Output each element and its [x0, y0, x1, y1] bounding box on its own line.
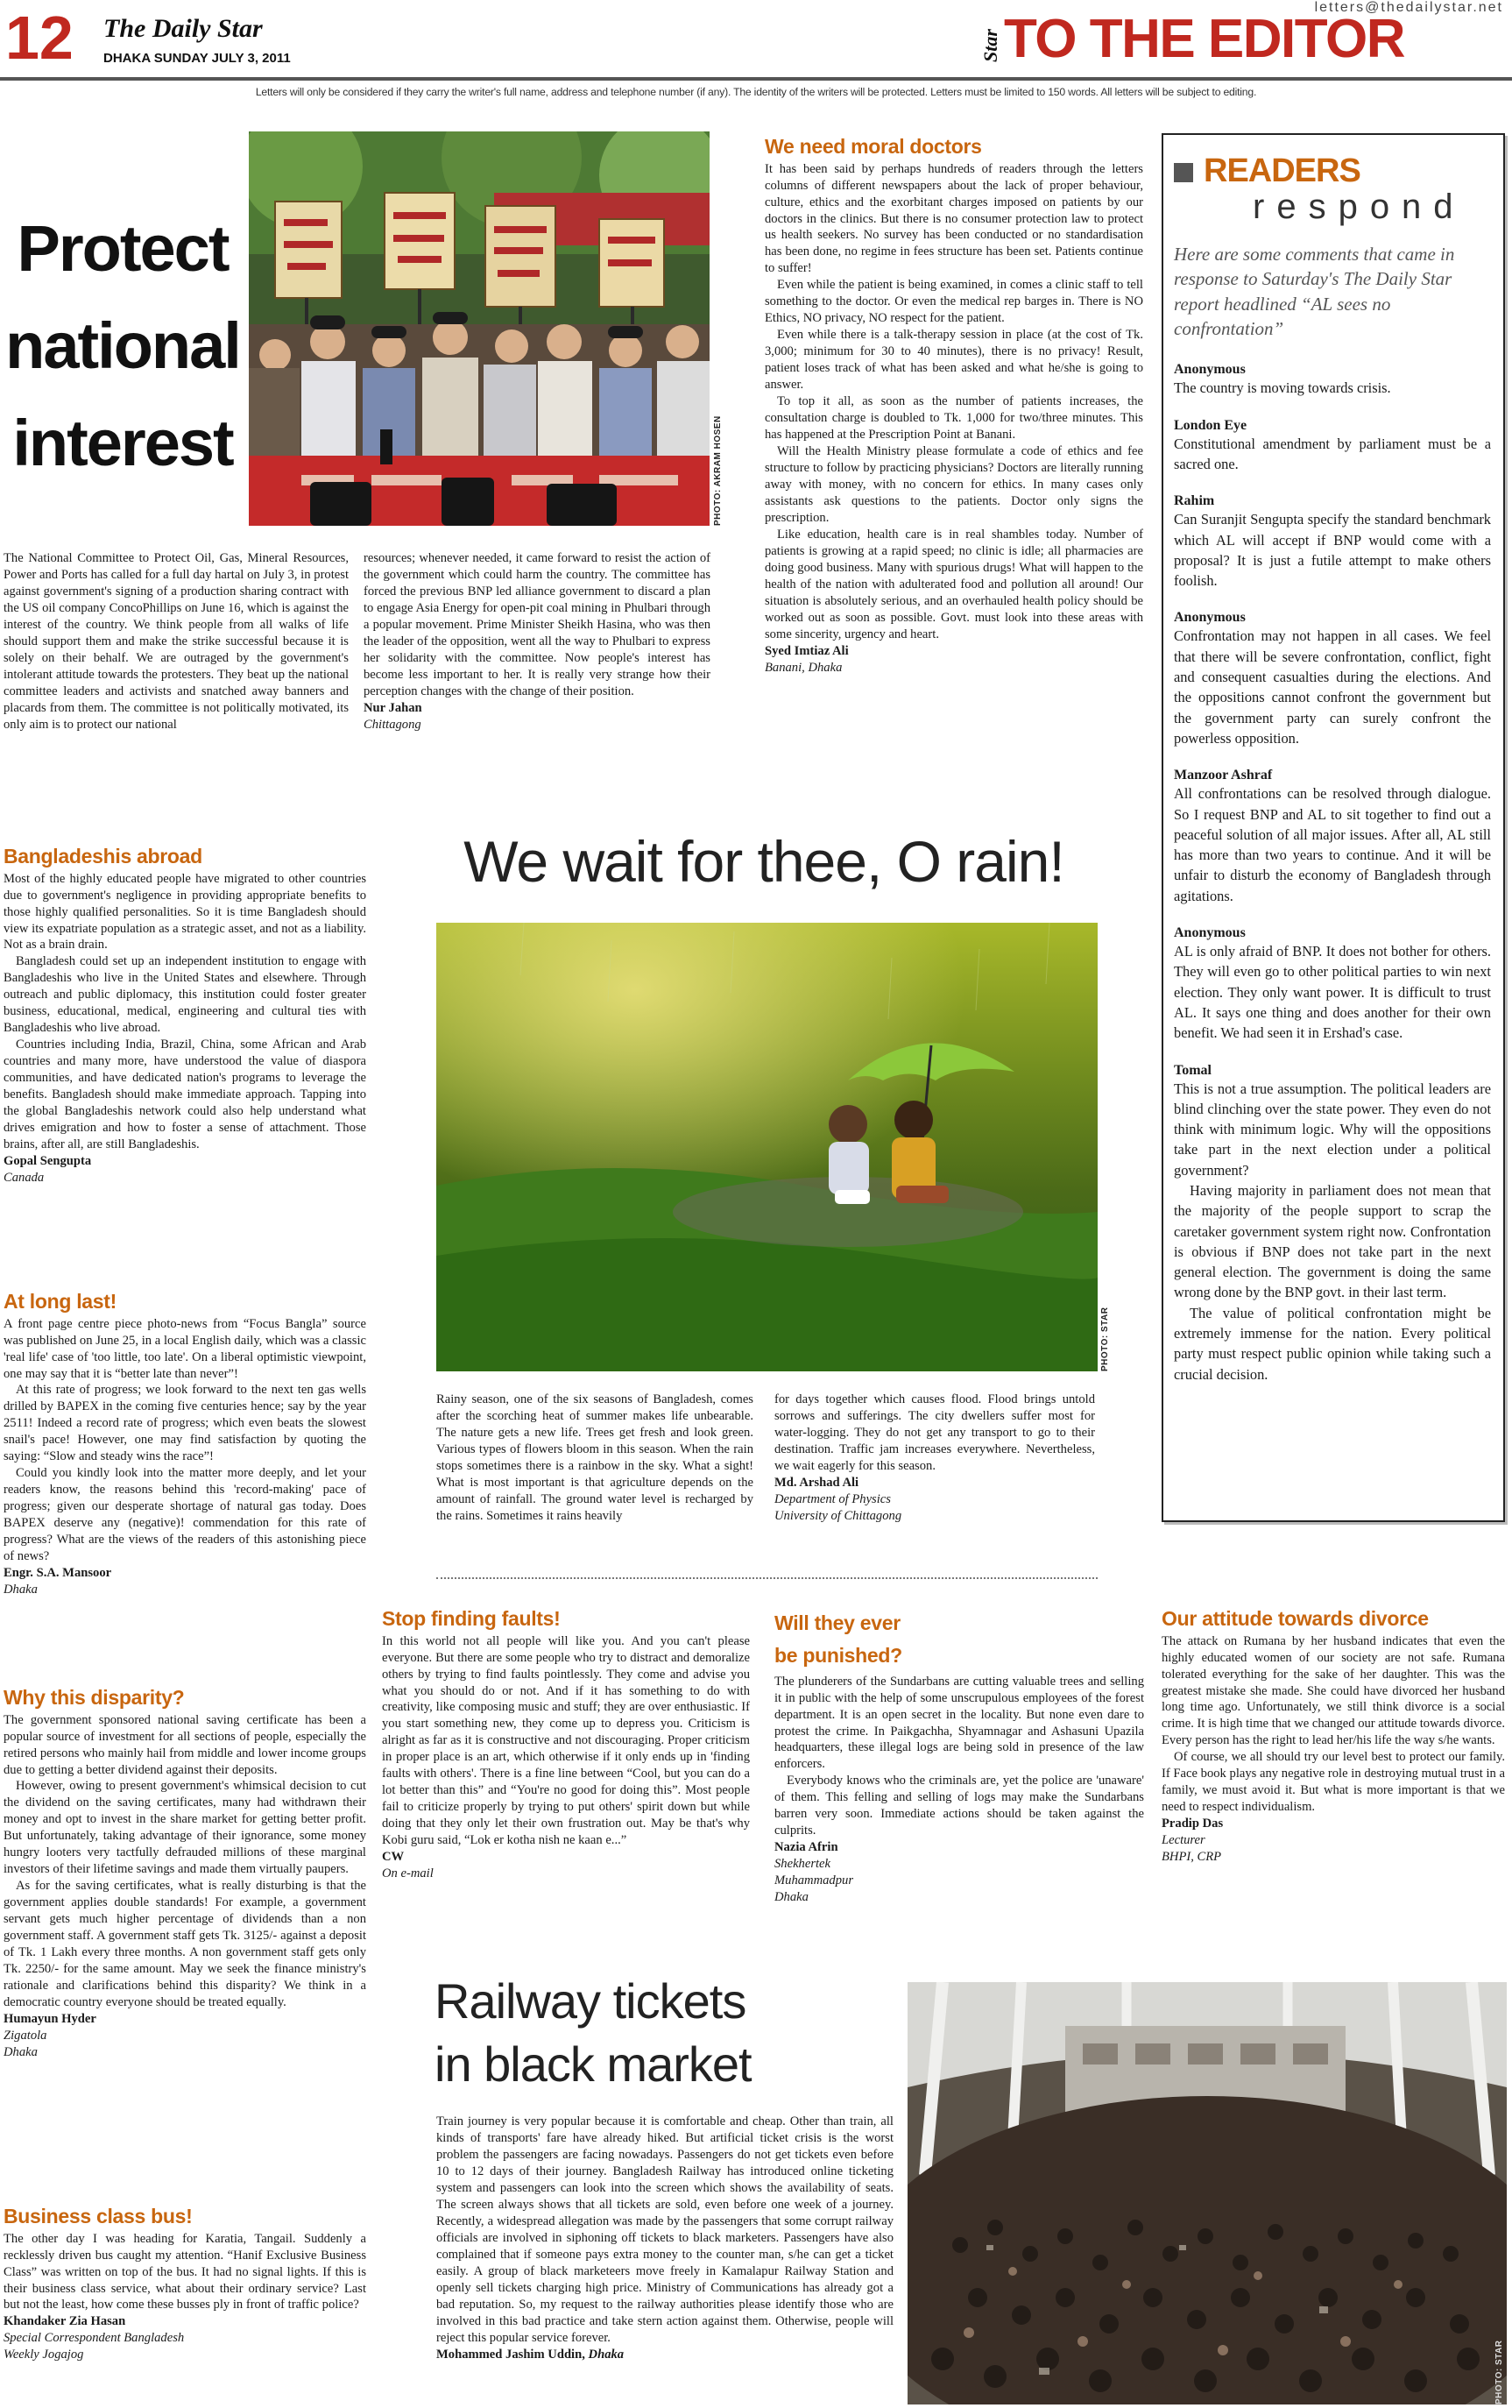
bus-author: Khandaker Zia Hasan [4, 2314, 126, 2329]
readers-intro: Here are some comments that came in response to Saturday's The Daily Star report headlined “AL sees no confrontation” [1174, 244, 1455, 340]
doctors-p5: Will the Health Ministry please formulate a code of ethics and fee structure to follow by practicing physicians? Doctors are literally running away with money, with no concern for ethics. In many cases only assistants ask questions to the patients. Doctor only signs the prescription. [765, 444, 1143, 525]
readers-square-icon [1174, 163, 1193, 182]
divorce-p1: The attack on Rumana by her husband indicates that even the highly educated women of our society are not safe. Rumana tolerated everything for the sake of her daughter. This was the greatest mistake she made. She could have divorced her husband long time ago. Unfortunately, we still think divorce is a social crime. It is high time that we changed our attitude towards divorce. Every person has the right to lead her/his life the way s/he wants. [1162, 1633, 1505, 1748]
disparity-author: Humayun Hyder [4, 2012, 96, 2027]
dateline: DHAKA SUNDAY JULY 3, 2011 [103, 51, 291, 66]
reader-name-5: Manzoor Ashraf [1174, 768, 1273, 783]
rain-title: We wait for thee, O rain! [463, 829, 1064, 894]
section-title: TO THE EDITOR [1004, 9, 1405, 69]
atlong-title: At long last! [4, 1290, 117, 1313]
doctors-author: Syed Imtiaz Ali [765, 643, 849, 658]
reader-name-4: Anonymous [1174, 610, 1246, 626]
punished-author: Nazia Afrin [774, 1840, 838, 1855]
protest-photo-image [249, 131, 710, 526]
rain-univ: University of Chittagong [774, 1508, 902, 1523]
reader-comment-3: Can Suranjit Sengupta specify the standard benchmark which AL will accept if BNP would come with a proposal? It is just a futile attempt to make others foolish. [1174, 511, 1491, 590]
divorce-body [1162, 1633, 1505, 1817]
railway-title [435, 1970, 925, 2096]
railway-body [436, 2114, 894, 2363]
header-rule [0, 77, 1512, 81]
reader-comment-6: AL is only afraid of BNP. It does not bother for others. They will even go to other political parties to win next election. They only want power. It is difficult to trust AL. It says one thing and does another for their own benefit. We had seen it in Ershad's case. [1174, 943, 1491, 1042]
divorce-p2: Of course, we all should try our level best to protect our family. If Face book plays any negative role in destroying mutual trust in a family, we must avoid it. But what is more important is that we need to respect individualism. [1162, 1750, 1505, 1815]
atlong-place: Dhaka [4, 1583, 38, 1597]
lead-column-2 [364, 550, 710, 733]
abroad-letter [4, 845, 366, 1186]
reader-comment-7 [1174, 1079, 1491, 1385]
rain-text-1: Rainy season, one of the six seasons of Bangladesh, comes after the scorching heat of summer makes life unbearable. The nature gets a new life. Trees get fresh and look green. Various types of flowers bloom in this season. When the rain stops sometimes there is a rainbow in the sky. What a sight! What is most important is that agriculture depends on the amount of rainfall. The ground water level is recharged by the rains. Sometimes it rains heavily [436, 1392, 753, 1523]
disparity-letter [4, 1686, 366, 2061]
letters-notice: Letters will only be considered if they carry the writer's full name, address and telephone number (if any). The identity of the writers will be protected. Letters must be limited to 150 words. All letters will be subject to editing. [255, 86, 1257, 98]
divorce-role: Lecturer [1162, 1833, 1205, 1848]
disparity-org: Zigatola [4, 2029, 47, 2043]
disparity-p3: As for the saving certificates, what is really disturbing is that the government applies double standards! For example, a government servant gets much higher percentage of dividends than a non government staff. A government staff gets Tk. 3125/- against a deposit of Tk. 1 Lakh every three months. A non government staff gets only Tk. 2250/- for the same amount. May we seek the finance ministry's rationale and clarifications behind this disparity? We think in a democratic country everyone should be treated equally. [4, 1879, 366, 2010]
abroad-p1: Most of the highly educated people have migrated to other countries due to government's negligence in providing appropriate benefits to those highly qualified personalities. So it is time Bangladesh should view its expatriate population as a strategic asset, and not as a liability. Not as a brain drain. [4, 871, 366, 953]
divorce-author: Pradip Das [1162, 1817, 1224, 1831]
abroad-place: Canada [4, 1171, 45, 1186]
disparity-body [4, 1712, 366, 2011]
bus-body [4, 2231, 366, 2314]
reader-comment-1: The country is moving towards crisis. [1174, 379, 1391, 397]
divorce-org: BHPI, CRP [1162, 1850, 1222, 1865]
rain-column-1 [436, 1392, 753, 1525]
railway-title-line1: Railway tickets [435, 1973, 746, 2029]
atlong-letter [4, 1290, 366, 1598]
lead-headline [0, 200, 245, 492]
protest-photo [249, 131, 710, 526]
railway-photo [908, 1982, 1507, 2404]
punished-p2: Everybody knows who the criminals are, yet the police are 'unaware' of them. This felling and selling of logs may make the Sundarbans barren very soon. Immediate actions should be taken against the culprits. [774, 1774, 1144, 1838]
faults-place: On e-mail [382, 1866, 434, 1881]
lead-place: Chittagong [364, 717, 421, 732]
rain-photo-credit: PHOTO: STAR [1100, 1307, 1110, 1371]
doctors-letter [765, 135, 1143, 676]
abroad-body [4, 871, 366, 1153]
abroad-p3: Countries including India, Brazil, China, some African and Arab countries and many more, have understood the value of diaspora communities, and have dedicated nation's programs to leverage the benefits. Bangladesh should make immediate approach. Tapping into the global Bangladeshis network could also help understand what drives emigration and how to foster a sense of attachment. Those brains, after all, are still Bangladeshis. [4, 1038, 366, 1152]
reader-comment-4: Confrontation may not happen in all cases. We feel that there will be severe confrontation, conflict, fight and consequent casualties during the elections. And the oppositions cannot confront the government but the government party can surely confront the powerless opposition. [1174, 627, 1491, 747]
doctors-p4: To top it all, as soon as the number of patients increases, the consultation charge is doubled to Tk. 1,000 for two/three minutes. This has happened at the Prescription Point at Banani. [765, 394, 1143, 443]
railway-author [436, 2347, 894, 2363]
divorce-title: Our attitude towards divorce [1162, 1607, 1429, 1630]
railway-p1: Train journey is very popular because it is comfortable and cheap. Other than train, all kinds of transports' fare have already hiked. But artificial ticket crisis is the worst problem the passengers are facing nowadays. Passengers do not get tickets even before 10 to 12 days of their journey. Bangladesh Railway has introduced online ticketing system and passengers can look into the screen which shows the availability of seats. The screen always shows that all tickets are sold, even before one week of a journey. Recently, a widespread allegation was made by the passengers that some corrupt railway officials are involved in siphoning off tickets to black marketers. Passengers have also complained that if someone pays extra money to the counter man, s/he can get a ticket easily. A group of black marketeers move freely in Kamalapur Railway Station and openly sell tickets charging high price. Ministry of Communications has already got a bad reputation. So, my request to the railway authorities please identify those who are involved in this bad practice and take stern action against them. Otherwise, people will reject this popular service forever. [436, 2114, 894, 2345]
lead-headline-line2: national [5, 309, 240, 382]
faults-title: Stop finding faults! [382, 1607, 561, 1630]
punished-body [774, 1674, 1144, 1840]
punished-p1: The plunderers of the Sundarbans are cutting valuable trees and selling it in public with the help of some unscrupulous employees of the forest department. It is an open secret in the locality. But none even dare to protest the crime. In Paikgachha, Shyamnagar and Ashasuni Upazila headquarters, these illegal logs are being sold in presence of the law enforcers. [774, 1674, 1144, 1772]
reader-name-1: Anonymous [1174, 362, 1246, 378]
readers-respond-box [1162, 133, 1505, 1522]
lead-column-1 [4, 550, 349, 733]
doctors-p1: It has been said by perhaps hundreds of readers through the letters columns of different newspapers about the lack of proper behaviour, culture, ethics and the exorbitant charges imposed on patients by our doctors in the clinics. But there is no consumer protection law to protect us health seekers. No survey has been conducted or no standardisation has been done, no regime in fees structure has been set. Patients continue to suffer! [765, 161, 1143, 276]
bus-letter [4, 2205, 366, 2363]
abroad-title: Bangladeshis abroad [4, 845, 202, 868]
reader-name-2: London Eye [1174, 417, 1247, 433]
punished-title-line2: be punished? [774, 1643, 902, 1667]
faults-body [382, 1633, 750, 1850]
readers-title-2: respond [1253, 188, 1466, 226]
doctors-p2: Even while the patient is being examined, in comes a clinic staff to tell something to the doctor. Or even the medical rep barges in. There is NO Ethics, NO privacy, NO respect for the patient. [765, 278, 1143, 326]
rain-photo [436, 923, 1098, 1371]
reader-comment-7-p2: Having majority in parliament does not mean that the majority of the people support to scrap the caretaker government system right now. Confrontation is obvious if BNP does not take part in the next general election. The government is doing the same wrong done by the BNP govt. in their last term. [1174, 1181, 1491, 1301]
doctors-title: We need moral doctors [765, 135, 982, 158]
railway-author-place: Dhaka [588, 2347, 625, 2362]
bus-org: Weekly Jogajog [4, 2348, 84, 2362]
bus-title: Business class bus! [4, 2205, 193, 2227]
faults-author: CW [382, 1850, 405, 1865]
atlong-author: Engr. S.A. Mansoor [4, 1566, 112, 1581]
lead-headline-line1: Protect [17, 212, 229, 285]
atlong-p1: A front page centre piece photo-news from “Focus Bangla” source was published on June 25, in a local English daily, which was a classic 'real life' case of 'too little, too late'. On a liberal optimistic viewpoint, one may say that it is “better late than never”! [4, 1316, 366, 1381]
abroad-author: Gopal Sengupta [4, 1154, 92, 1169]
doctors-p6: Like education, health care is in real shambles today. Number of patients is growing at a rapid speed; no clinic is idle; all pharmacies are doing good business. Many with spurious drugs! What will happen to the health of the nation with adulterated food and pollution all around! Our situation is absolutely serious, and an overhauled health policy should be worked out as soon as possible. Govt. must look into these areas with some sincerity, urgency and heart. [765, 527, 1143, 641]
punished-letter [774, 1607, 1144, 1906]
rain-text-2: for days together which causes flood. Flood brings untold sorrows and sufferings. The city dwellers suffer most for water-logging. They do not get any transport to go to their destination. Traffic jam increases everywhere. Nevertheless, we wait eagerly for this season. [774, 1392, 1095, 1473]
readers-title [1174, 152, 1491, 226]
punished-loc-2: Muhammadpur [774, 1873, 853, 1888]
punished-title-line1: Will they ever [774, 1611, 901, 1634]
reader-name-7: Tomal [1174, 1062, 1212, 1078]
masthead: The Daily Star [103, 14, 263, 43]
doctors-body [765, 161, 1143, 643]
punished-loc-1: Shekhertek [774, 1857, 831, 1872]
rain-dept: Department of Physics [774, 1491, 891, 1506]
disparity-place: Dhaka [4, 2044, 38, 2059]
atlong-p3: Could you kindly look into the matter more deeply, and let your readers know, the reasons behind this 'record-making' pace of progress; given our desperate shortage of natural gas today. Does BAPEX deserve any (negative)! commendation for this rate of progress? What are the views of the readers of this astonishing piece of news? [4, 1466, 366, 1564]
disparity-p1: The government sponsored national saving certificate has been a popular source of investment for all sections of people, especially the retired persons who mainly hail from middle and lower income groups due to getting a better dividend against their deposits. [4, 1712, 366, 1777]
atlong-p2: At this rate of progress; we look forward to the next ten gas wells drilled by BAPEX in the coming five centuries hence; say by the year 2511! Indeed a record rate of progress; which even beats the slowest snail's pace! However, one may find satisfaction by quoting the saying: “Slow and steady wins the race”! [4, 1383, 366, 1464]
page-number: 12 [5, 4, 74, 72]
lead-author: Nur Jahan [364, 700, 422, 715]
bus-p1: The other day I was heading for Karatia, Tangail. Suddenly a recklessly driven bus caught my attention. “Hanif Exclusive Business Class” was written on top of the bus. It had no signal lights. If this is their business class service, what about their ordinary service? Last but not the least, how come these busses ply in front of traffic police? [4, 2231, 366, 2312]
readers-title-1: READERS [1204, 152, 1360, 189]
abroad-p2: Bangladesh could set up an independent institution to engage with Bangladeshis who live in the United States and elsewhere. Through outreach and public diplomacy, this institution could foster greater business, educational, medical, engineering and cultural ties with Bangladeshis who live abroad. [4, 954, 366, 1036]
lead-headline-line3: interest [12, 407, 233, 479]
disparity-title: Why this disparity? [4, 1686, 185, 1709]
punished-title [774, 1607, 1144, 1672]
disparity-p2: However, owing to present government's whimsical decision to cut the dividend on the saving certificates, many had withdrawn their money and opt to invest in the share market for getting better profit. But unfortunately, taking advantage of their ignorance, some money hungry looters very tactfully defrauded millions of these marginal investors of their lifetime savings and made them virtually paupers. [4, 1779, 366, 1877]
railway-photo-credit: PHOTO: STAR [1494, 2340, 1504, 2404]
rain-author: Md. Arshad Ali [774, 1475, 859, 1490]
rain-photo-image [436, 923, 1098, 1371]
railway-author-name: Mohammed Jashim Uddin, [436, 2347, 585, 2362]
reader-comment-7-p3: The value of political confrontation might be extremely immense for the nation. Every political party must respect public opinion while taking such a crucial decision. [1174, 1304, 1491, 1383]
lead-text-1: The National Committee to Protect Oil, Gas, Mineral Resources, Power and Ports has called for a full day hartal on July 3, in protest against government's signing of a production sharing contract with the US oil company ConcoPhillips on June 16, which is against the interest of the country. We think people from all walks of life should support them and make the strike successful because it is solely on their behalf. We are outraged by the government's intolerant attitude towards the protesters. They beat up the national committee leaders and activists and snatched away banners and placards from them. The committee is not politically motivated, its only aim is to protect our national [4, 551, 349, 732]
rain-dotted-rule [436, 1577, 1098, 1579]
letters-email[interactable]: letters@thedailystar.net [1314, 0, 1503, 15]
punished-loc-3: Dhaka [774, 1890, 809, 1905]
divorce-letter [1162, 1607, 1505, 1866]
doctors-place: Banani, Dhaka [765, 660, 843, 675]
railway-title-line2: in black market [435, 2036, 752, 2092]
bus-role: Special Correspondent Bangladesh [4, 2331, 185, 2346]
reader-name-3: Rahim [1174, 493, 1215, 509]
star-logo: Star [979, 29, 1001, 62]
railway-photo-image [908, 1982, 1507, 2404]
faults-letter [382, 1607, 750, 1882]
reader-comment-5: All confrontations can be resolved through dialogue. So I request BNP and AL to sit together to find out a peaceful solution of all major issues. After all, AL still has more than two years to continue. And it will be unfair to disturb the economy of Bangladesh through agitations. [1174, 785, 1491, 904]
reader-comment-2: Constitutional amendment by parliament must be a sacred one. [1174, 435, 1491, 472]
reader-comment-7-p1: This is not a true assumption. The political leaders are blind clinching over the state power. They even do not think with minimum logic. Why will the oppositions take part in the next election under a political government? [1174, 1080, 1491, 1179]
lead-text-2: resources; whenever needed, it came forward to resist the action of the government which could harm the country. The committee has forced the previous BNP led alliance government to discard a plan to engage Asia Energy for open-pit coal mining in Phulbari through a popular movement. Prime Minister Sheikh Hasina, who was then the leader of the opposition, went all the way to Phulbari to express her solidarity with the committee. Now people's interest has become less important to her. It is really very strange how their perception changes with the change of their position. [364, 551, 710, 698]
protest-photo-credit: PHOTO: AKRAM HOSEN [713, 415, 723, 526]
atlong-body [4, 1316, 366, 1566]
faults-p1: In this world not all people will like you. And you can't please everyone. But there are some people who try to distract and demoralize others by trying to find faults pointlessly. They come and advise you what you should do or not. And if it has something to do with creativity, like composing music and stuff; they are over enthusiastic. If you start something new, they come up to depress you. Criticism is alright as far as it is constructive and not discouraging. Proper criticism in proper place is an art, which otherwise if it only ends up in 'finding faults with others'. There is a fine line between “Cool, but you can do a lot better than this” and “You're no good for doing this”. Most people fail to criticize properly by trying to put others' spirit down but while doing that they only let their own frustration out. May be that's why Kobi guru said, “Lok er kotha nish ne kaan e...” [382, 1633, 750, 1848]
rain-column-2 [774, 1392, 1095, 1525]
doctors-p3: Even while there is a talk-therapy session in place (at the cost of Tk. 3,000; minimum for 30 to 40 minutes), there is no privacy! Result, patient loses track of what has been asked and what he/she is going to answer. [765, 328, 1143, 393]
reader-name-6: Anonymous [1174, 925, 1246, 941]
